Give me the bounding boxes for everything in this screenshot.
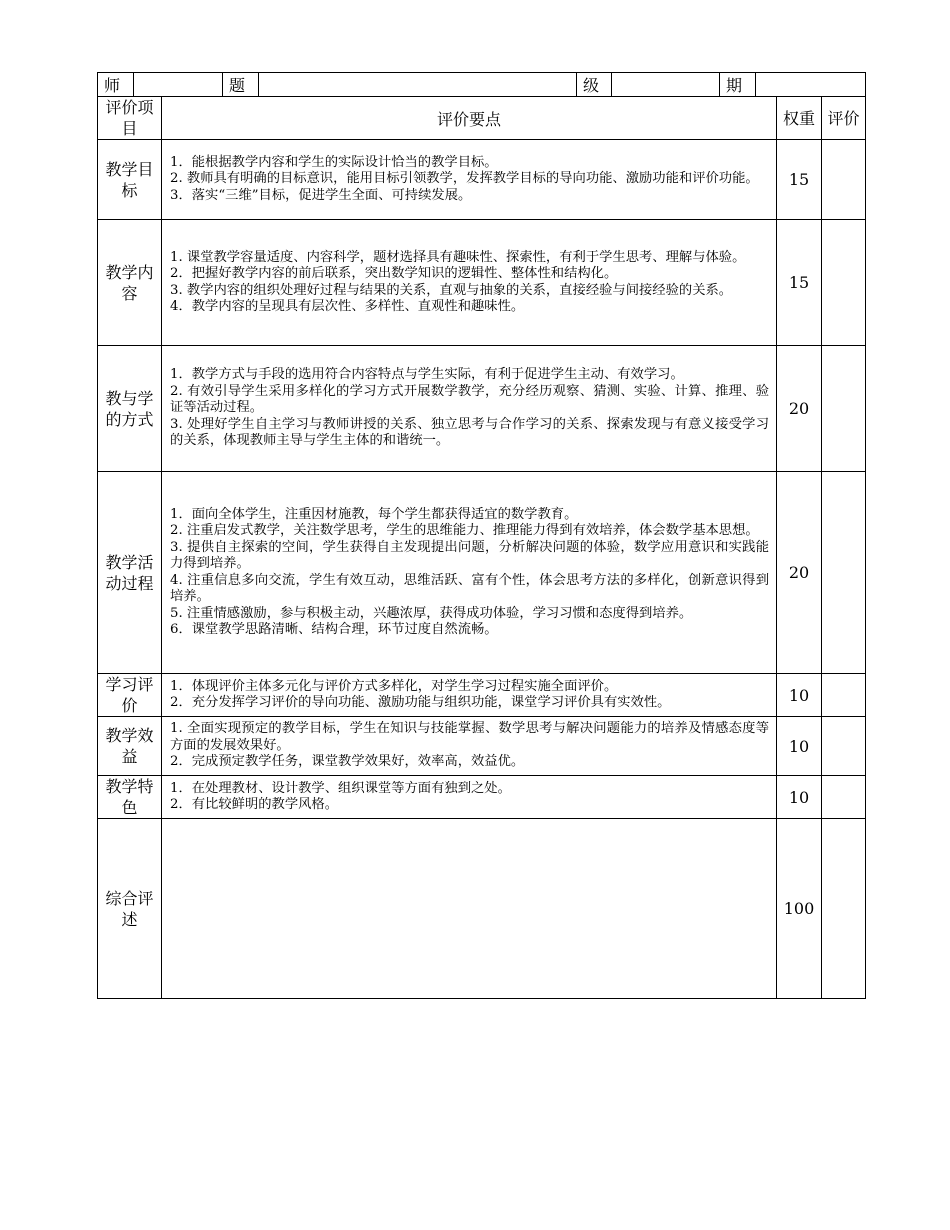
- criteria-row: [98, 140, 866, 220]
- criteria-point-item: 4．教学内容的呈现具有层次性、多样性、直观性和趣味性。: [170, 299, 525, 314]
- summary-weight: 100: [777, 819, 822, 999]
- criteria-point-item: 3. 处理好学生自主学习与教师讲授的关系、独立思考与合作学习的关系、探索发现与有意义接受学习的关系，体现教师主导与学生主体的和谐统一。: [170, 416, 769, 449]
- criteria-weight: 20: [777, 472, 822, 674]
- summary-evaluation-field[interactable]: [822, 819, 866, 999]
- criteria-category: 教学特色: [98, 776, 162, 819]
- criteria-category: 学习评价: [98, 674, 162, 717]
- criteria-point-item: 2. 注重启发式教学，关注数学思考，学生的思维能力、推理能力得到有效培养，体会数学基本思想。: [170, 523, 759, 538]
- column-header-weight: 权重: [777, 97, 822, 140]
- criteria-points: [162, 776, 777, 819]
- criteria-point-item: 2. 教师具有明确的目标意识，能用目标引领教学，发挥教学目标的导向功能、激励功能和评价功能。: [170, 171, 759, 187]
- criteria-evaluation-field[interactable]: [822, 140, 866, 220]
- criteria-points: [162, 717, 777, 776]
- criteria-weight: 20: [777, 346, 822, 472]
- teacher-field[interactable]: [134, 73, 223, 97]
- criteria-point-item: 1．教学方式与手段的选用符合内容特点与学生实际，有利于促进学生主动、有效学习。: [170, 367, 684, 383]
- criteria-category: 教学内容: [98, 220, 162, 346]
- criteria-points: [162, 472, 777, 674]
- criteria-point-item: 4. 注重信息多向交流，学生有效互动，思维活跃、富有个性，体会思考方法的多样化，创新意识得到培养。: [170, 572, 769, 604]
- criteria-point-item: 3．落实“三维”目标，促进学生全面、可持续发展。: [170, 187, 472, 203]
- teacher-label: 师: [98, 73, 134, 97]
- criteria-weight: 15: [777, 220, 822, 346]
- criteria-point-item: 2. 有效引导学生采用多样化的学习方式开展数学教学，充分经历观察、猜测、实验、计算、推理、验证等活动过程。: [170, 383, 769, 416]
- criteria-category: 教学目标: [98, 140, 162, 220]
- criteria-table: [97, 96, 866, 999]
- column-header-category: 评价项目: [98, 97, 162, 140]
- criteria-weight: 15: [777, 140, 822, 220]
- criteria-weight: 10: [777, 674, 822, 717]
- criteria-category: 教与学的方式: [98, 346, 162, 472]
- criteria-evaluation-field[interactable]: [822, 776, 866, 819]
- topic-label: 题: [223, 73, 259, 97]
- criteria-points: [162, 674, 777, 717]
- criteria-point-item: 1．面向全体学生，注重因材施教，每个学生都获得适宜的数学教育。: [170, 506, 578, 522]
- criteria-point-item: 2．把握好教学内容的前后联系，突出数学知识的逻辑性、整体性和结构化。: [170, 266, 618, 281]
- summary-comment-field[interactable]: [162, 819, 777, 999]
- summary-row: [98, 819, 866, 999]
- criteria-point-item: 1. 课堂教学容量适度、内容科学，题材选择具有趣味性、探索性，有利于学生思考、理解与体验。: [170, 249, 746, 265]
- criteria-point-item: 3. 提供自主探索的空间，学生获得自主发现提出问题，分析解决问题的体验，数学应用意识和实践能力得到培养。: [170, 539, 769, 571]
- criteria-points: [162, 140, 777, 220]
- criteria-point-item: 1．在处理教材、设计教学、组织课堂等方面有独到之处。: [170, 780, 511, 796]
- criteria-evaluation-field[interactable]: [822, 717, 866, 776]
- criteria-point-item: 2．完成预定教学任务，课堂教学效果好，效率高，效益优。: [170, 754, 525, 770]
- header-table: [97, 72, 866, 97]
- criteria-point-item: 1．体现评价主体多元化与评价方式多样化，对学生学习过程实施全面评价。: [170, 678, 618, 694]
- criteria-evaluation-field[interactable]: [822, 674, 866, 717]
- evaluation-form: [97, 72, 865, 999]
- criteria-evaluation-field[interactable]: [822, 220, 866, 346]
- criteria-row: [98, 776, 866, 819]
- period-label: 期: [720, 73, 756, 97]
- criteria-weight: 10: [777, 717, 822, 776]
- period-field[interactable]: [756, 73, 866, 97]
- criteria-point-item: 6．课堂教学思路清晰、结构合理，环节过度自然流畅。: [170, 622, 498, 637]
- criteria-points: [162, 346, 777, 472]
- criteria-row: [98, 220, 866, 346]
- criteria-point-item: 5. 注重情感激励，参与积极主动，兴趣浓厚，获得成功体验，学习习惯和态度得到培养。: [170, 605, 693, 621]
- criteria-category: 教学活动过程: [98, 472, 162, 674]
- criteria-row: [98, 346, 866, 472]
- criteria-row: [98, 674, 866, 717]
- column-header-points: 评价要点: [162, 97, 777, 140]
- criteria-evaluation-field[interactable]: [822, 346, 866, 472]
- criteria-row: [98, 472, 866, 674]
- criteria-point-item: 2．有比较鲜明的教学风格。: [170, 797, 339, 812]
- criteria-point-item: 2．充分发挥学习评价的导向功能、激励功能与组织功能，课堂学习评价具有实效性。: [170, 695, 671, 710]
- criteria-point-item: 1．能根据教学内容和学生的实际设计恰当的教学目标。: [170, 154, 498, 170]
- grade-field[interactable]: [612, 73, 720, 97]
- criteria-category: 教学效益: [98, 717, 162, 776]
- criteria-point-item: 3. 教学内容的组织处理好过程与结果的关系，直观与抽象的关系，直接经验与间接经验的关系。: [170, 282, 733, 298]
- criteria-weight: 10: [777, 776, 822, 819]
- criteria-row: [98, 717, 866, 776]
- criteria-evaluation-field[interactable]: [822, 472, 866, 674]
- criteria-points: [162, 220, 777, 346]
- grade-label: 级: [577, 73, 612, 97]
- topic-field[interactable]: [259, 73, 577, 97]
- criteria-point-item: 1. 全面实现预定的教学目标，学生在知识与技能掌握、数学思考与解决问题能力的培养及情感态度等方面的发展效果好。: [170, 721, 769, 753]
- column-header-evaluation: 评价: [822, 97, 866, 140]
- summary-category: 综合评述: [98, 819, 162, 999]
